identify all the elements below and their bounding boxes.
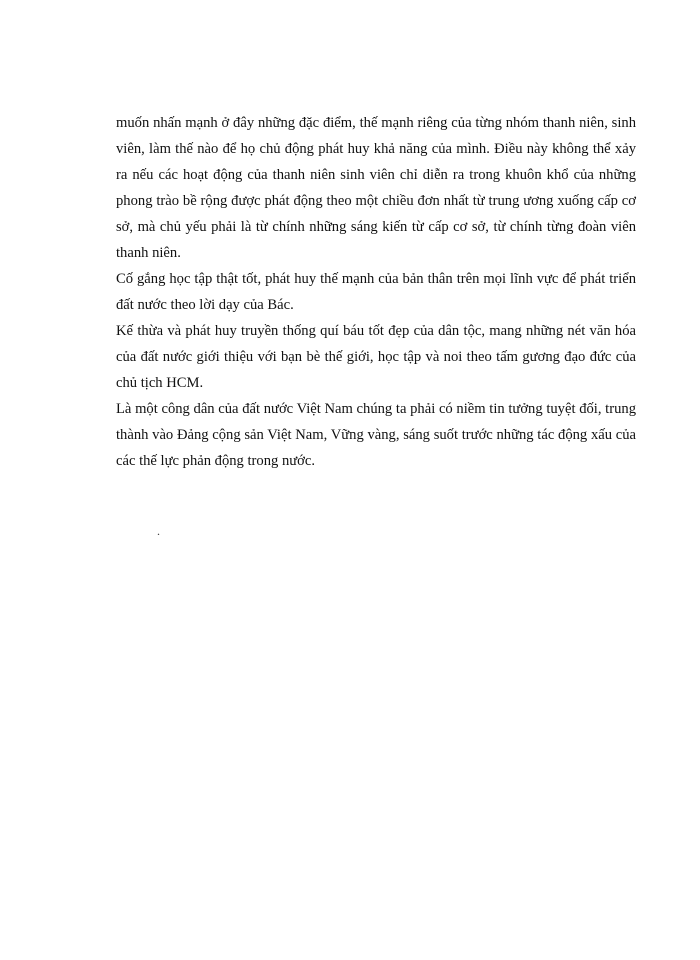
- paragraph-study-hard: Cố gắng học tập thật tốt, phát huy thế mạnh của bản thân trên mọi lĩnh vực để phát triển đất nước theo lời dạy của Bác.: [116, 271, 636, 313]
- paragraph-student-initiative: muốn nhấn mạnh ở đây những đặc điểm, thế mạnh riêng của từng nhóm thanh niên, sinh viên, làm thế nào để họ chủ động phát huy khả năng của mình. Điều này không thể xảy ra nếu các hoạt động của thanh niên sinh viên chỉ diễn ra trong khuôn khổ của những phong trào bề rộng được phát động theo một chiều đơn nhất từ trung ương xuống cấp cơ sở, mà chủ yếu phải là từ chính những sáng kiến từ cấp cơ sở, từ chính từng đoàn viên thanh niên.: [116, 115, 636, 261]
- stray-period-mark: .: [157, 524, 160, 538]
- body-text: [116, 110, 636, 474]
- paragraph-loyalty: Là một công dân của đất nước Việt Nam chúng ta phải có niềm tin tưởng tuyệt đối, trung thành vào Đảng cộng sản Việt Nam, Vững vàng, sáng suốt trước những tác động xấu của các thế lực phản động trong nước.: [116, 401, 636, 469]
- paragraph-tradition: Kế thừa và phát huy truyền thống quí báu tốt đẹp của dân tộc, mang những nét văn hóa của đất nước giới thiệu với bạn bè thế giới, học tập và noi theo tấm gương đạo đức của chủ tịch HCM.: [116, 323, 636, 391]
